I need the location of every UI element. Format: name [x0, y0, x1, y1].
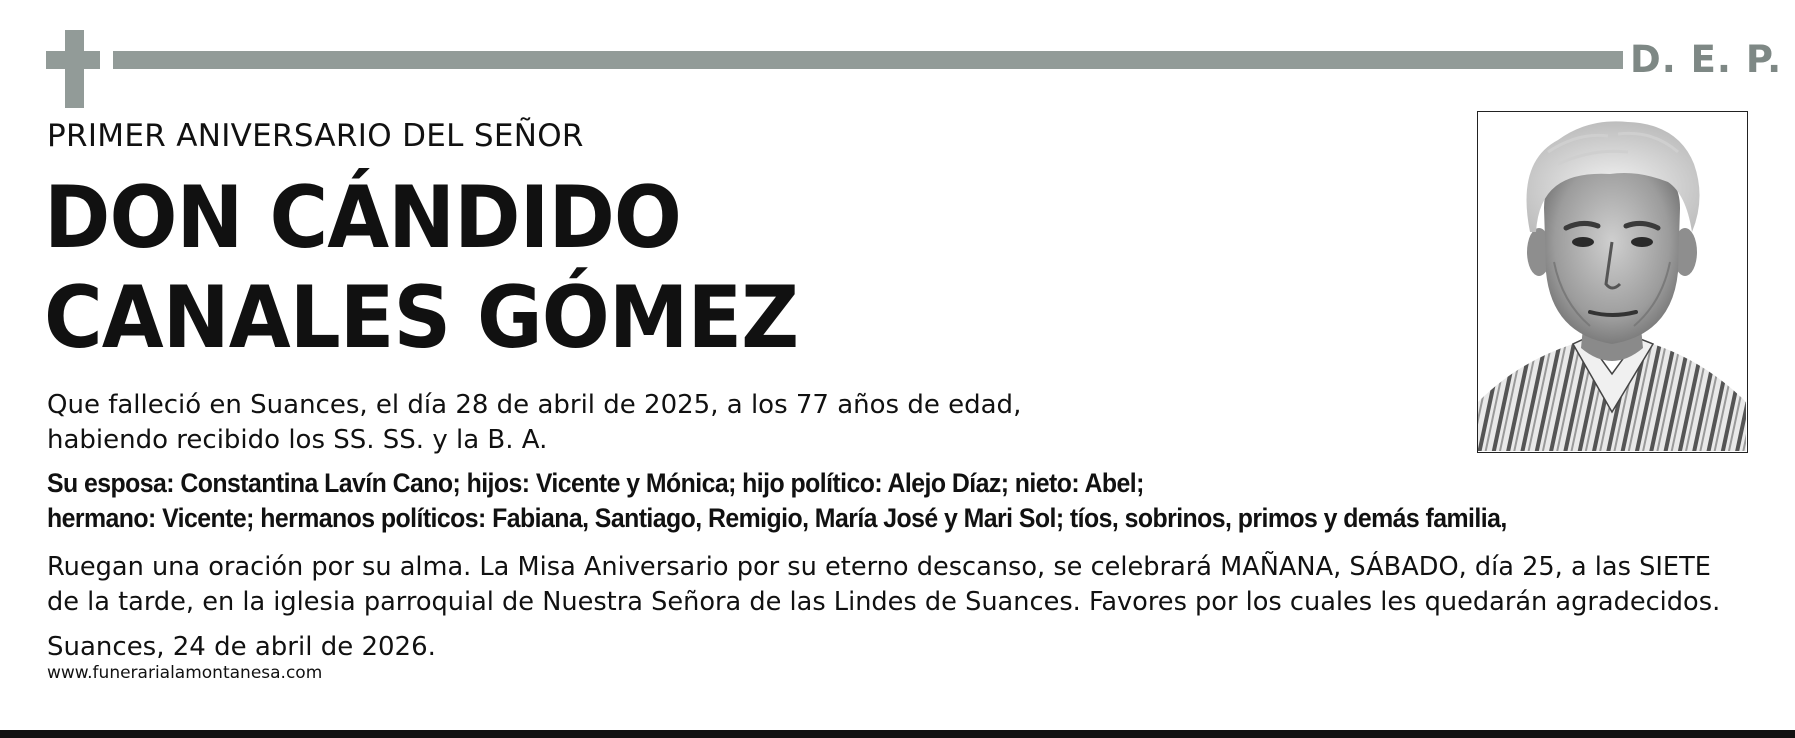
place-date: Suances, 24 de abril de 2026. [47, 632, 436, 662]
family-list [47, 466, 1507, 536]
dep-label: D. E. P. [1630, 38, 1783, 81]
notice-kicker: PRIMER ANIVERSARIO DEL SEÑOR [47, 118, 584, 154]
website-link[interactable]: www.funerarialamontanesa.com [47, 663, 323, 683]
deceased-name-line1: DON CÁNDIDO [44, 168, 681, 268]
death-details-line2: habiendo recibido los SS. SS. y la B. A. [47, 425, 548, 455]
latin-cross-icon-arm [46, 51, 100, 69]
death-details [47, 388, 1021, 458]
mass-details-line1: Ruegan una oración por su alma. La Misa Aniversario por su eterno descanso, se celebrará MAÑANA, SÁBADO, día 25, a las SIETE [47, 552, 1711, 582]
latin-cross-icon [65, 30, 84, 108]
bottom-rule [0, 730, 1795, 738]
mass-details [47, 550, 1720, 620]
portrait-illustration [1478, 112, 1746, 451]
header-rule [113, 51, 1623, 69]
deceased-name-line2: CANALES GÓMEZ [44, 268, 799, 368]
mass-details-line2: de la tarde, en la iglesia parroquial de Nuestra Señora de las Lindes de Suances. Favores por los cuales les quedarán agradecidos. [47, 587, 1721, 617]
family-list-line1: Su esposa: Constantina Lavín Cano; hijos: Vicente y Mónica; hijo político: Alejo Díaz; nieto: Abel; [47, 468, 1144, 498]
death-details-line1: Que falleció en Suances, el día 28 de abril de 2025, a los 77 años de edad, [47, 390, 1022, 420]
family-list-line2: hermano: Vicente; hermanos políticos: Fabiana, Santiago, Remigio, María José y Mari Sol; tíos, sobrinos, primos y demás familia, [47, 503, 1507, 533]
portrait-photo [1477, 111, 1748, 453]
